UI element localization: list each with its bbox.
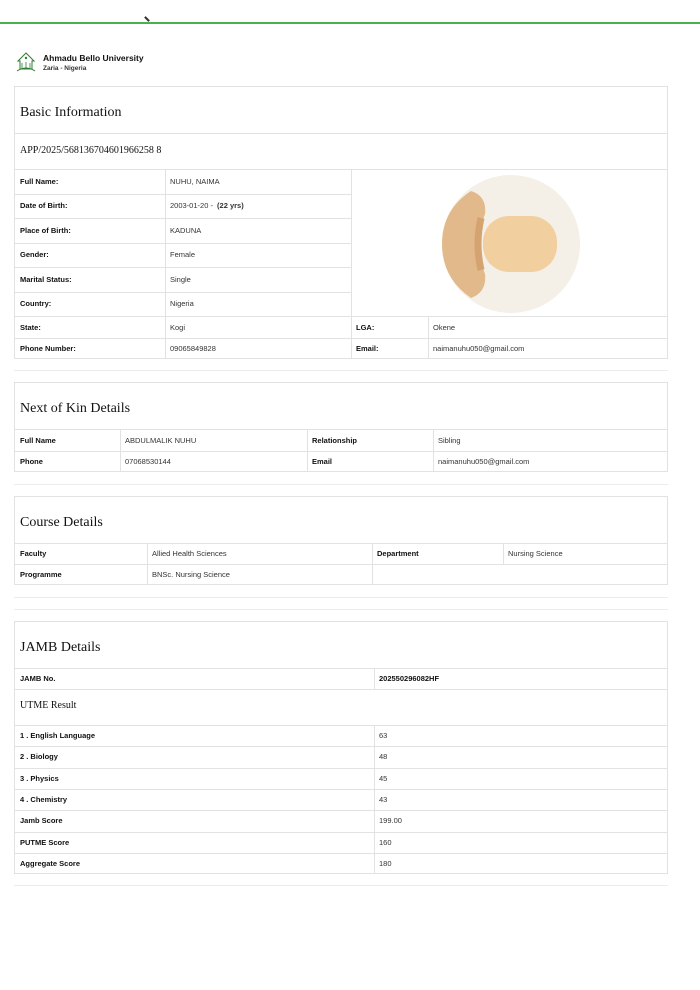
utme-result-title: UTME Result xyxy=(20,700,77,711)
utme-row-label: PUTME Score xyxy=(20,837,70,847)
next-of-kin-title: Next of Kin Details xyxy=(20,401,131,416)
top-progress-bar xyxy=(0,22,700,24)
basic-row-value xyxy=(165,218,351,243)
email-label: Email: xyxy=(356,344,379,353)
utme-row-label: 1 . English Language xyxy=(20,731,96,741)
jamb-details-card xyxy=(14,621,668,874)
programme-label: Programme xyxy=(20,570,62,579)
utme-row-value: 43 xyxy=(379,795,388,805)
jamb-details-title: JAMB Details xyxy=(20,640,101,655)
faculty-value: Allied Health Sciences xyxy=(152,549,227,558)
basic-row-value xyxy=(165,243,351,268)
basic-row-value xyxy=(165,194,351,219)
kin-phone-value: 07068530144 xyxy=(125,457,171,466)
phone-value: 09065849828 xyxy=(170,344,216,353)
state-value: Kogi xyxy=(170,322,186,332)
utme-row-label: 3 . Physics xyxy=(20,773,59,783)
utme-row-label: Jamb Score xyxy=(20,816,63,826)
course-details-card xyxy=(14,496,668,585)
basic-row-value-text: Female xyxy=(170,250,196,260)
next-of-kin-card xyxy=(14,382,668,472)
kin-relationship-label: Relationship xyxy=(312,435,358,445)
university-name: Ahmadu Bello University xyxy=(43,52,144,63)
lga-value: Okene xyxy=(433,322,456,332)
jamb-number-label: JAMB No. xyxy=(20,674,56,683)
basic-row-value-text: Nigeria xyxy=(170,299,194,309)
utme-row-value: 180 xyxy=(379,858,392,868)
basic-row-label: Full Name: xyxy=(20,176,59,186)
kin-email-value: naimanuhu050@gmail.com xyxy=(438,457,530,466)
kin-relationship-value: Sibling xyxy=(438,435,461,445)
email-value: naimanuhu050@gmail.com xyxy=(433,344,525,353)
utme-row-label: Aggregate Score xyxy=(20,858,81,868)
page-header xyxy=(14,50,144,76)
basic-row-value-text: NUHU, NAIMA xyxy=(170,176,220,186)
basic-information-card xyxy=(14,86,668,359)
programme-value: BNSc. Nursing Science xyxy=(152,570,230,579)
kin-name-label: Full Name xyxy=(20,435,56,445)
utme-row-value: 160 xyxy=(379,837,392,847)
application-number: APP/2025/568136704601966258 8 xyxy=(20,145,162,156)
lga-label: LGA: xyxy=(356,322,375,332)
age-text: (22 yrs) xyxy=(217,201,244,211)
cursor-mark xyxy=(144,16,150,22)
basic-row-value xyxy=(165,169,351,194)
department-label: Department xyxy=(377,549,419,558)
basic-row-value-text: KADUNA xyxy=(170,225,202,235)
utme-row-value: 48 xyxy=(379,752,388,762)
basic-row-value-text: 2003-01-20 - xyxy=(170,201,216,211)
basic-row-label: Gender: xyxy=(20,250,49,260)
kin-phone-label: Phone xyxy=(20,457,43,466)
utme-row-label: 2 . Biology xyxy=(20,752,58,762)
basic-row-label: Place of Birth: xyxy=(20,225,71,235)
university-location: Zaria - Nigeria xyxy=(43,64,87,72)
utme-row-value: 199.00 xyxy=(379,816,402,826)
kin-email-label: Email xyxy=(312,457,333,466)
department-value: Nursing Science xyxy=(508,549,563,558)
faculty-label: Faculty xyxy=(20,549,47,558)
basic-row-label: Date of Birth: xyxy=(20,201,68,211)
kin-name-value: ABDULMALIK NUHU xyxy=(125,435,197,445)
basic-information-title: Basic Information xyxy=(20,105,122,120)
state-label: State: xyxy=(20,322,41,332)
utme-row-value: 45 xyxy=(379,773,388,783)
basic-row-label: Marital Status: xyxy=(20,274,72,284)
university-logo-icon xyxy=(14,51,38,75)
jamb-number-value: 202550296082HF xyxy=(379,674,440,683)
applicant-photo-avatar xyxy=(441,174,581,314)
course-details-title: Course Details xyxy=(20,515,103,530)
basic-row-value xyxy=(165,292,351,317)
basic-row-value-text: Single xyxy=(170,274,191,284)
basic-row-label: Country: xyxy=(20,299,52,309)
phone-label: Phone Number: xyxy=(20,344,76,353)
utme-row-value: 63 xyxy=(379,731,388,741)
utme-row-label: 4 . Chemistry xyxy=(20,795,68,805)
basic-row-value xyxy=(165,267,351,292)
